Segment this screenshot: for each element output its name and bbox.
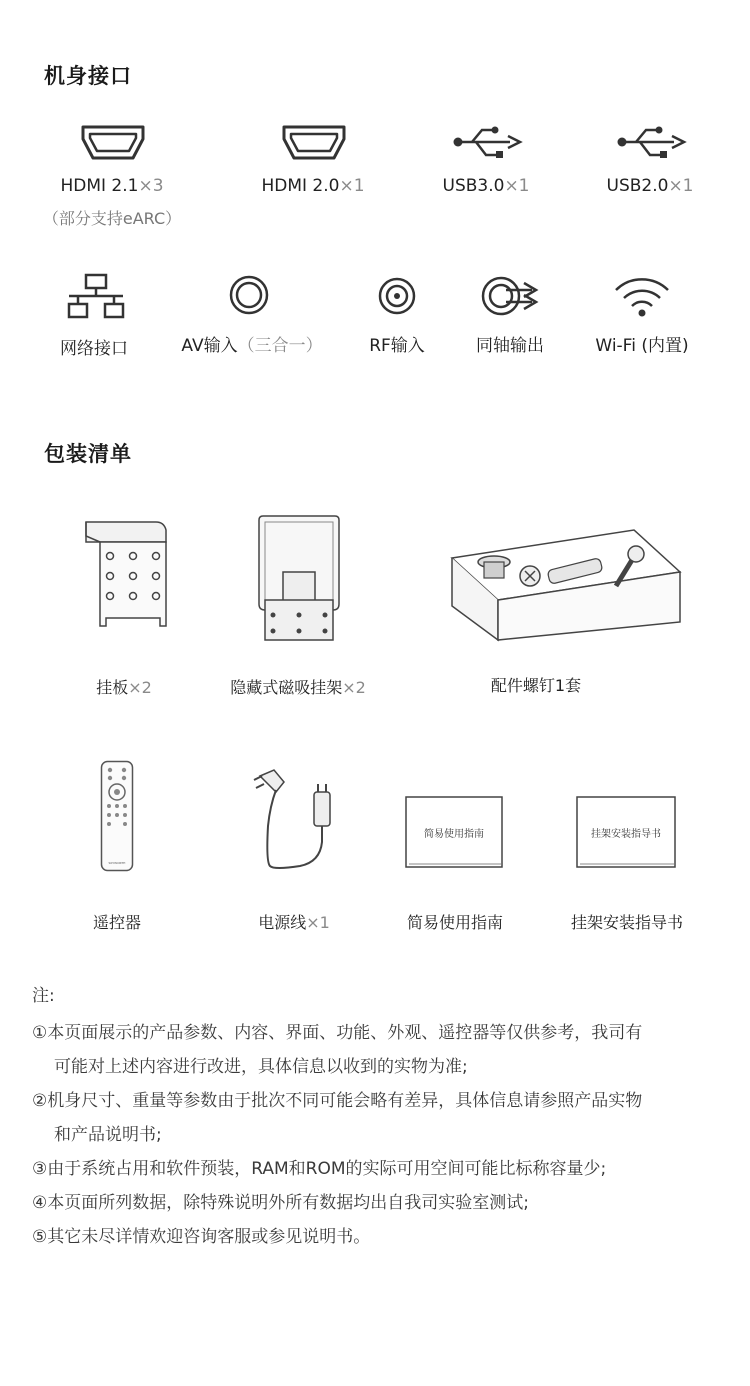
port-sublabel-earc: （部分支持eARC） [42,209,182,228]
usb-icon [616,124,686,168]
port-label-av: AV输入（三合一） [181,336,323,356]
remote-icon [100,760,134,876]
hdmi-icon [281,124,347,166]
av-input-icon [228,274,270,320]
package-label-screws: 配件螺钉1套 [490,676,582,695]
package-section-title: 包装清单 [44,442,132,466]
notes-block [32,986,738,1254]
remote-brand: SKYWORTH [108,861,126,865]
magnetic-bracket-icon [255,512,345,648]
hdmi-icon [80,124,146,166]
port-label-network: 网络接口 [60,339,128,359]
coaxial-output-icon [480,275,540,321]
note-item-1-cont: 可能对上述内容进行改进，具体信息以收到的实物为准; [54,1057,468,1077]
usb-icon [452,124,522,168]
port-label-hdmi21: HDMI 2.1×3 [60,176,164,196]
wifi-icon [613,276,671,322]
port-label-wifi: Wi-Fi (内置) [595,336,689,356]
ports-section-title: 机身接口 [44,64,132,88]
mount-guide-cover-title: 挂架安装指导书 [591,829,661,840]
package-label-power-cord: 电源线×1 [258,913,330,932]
port-label-usb20: USB2.0×1 [606,176,694,196]
note-item-1: ①本页面展示的产品参数、内容、界面、功能、外观、遥控器等仅供参考，我司有 [32,1023,643,1043]
network-icon [67,273,125,325]
port-label-usb30: USB3.0×1 [442,176,530,196]
port-label-hdmi20: HDMI 2.0×1 [261,176,365,196]
quick-guide-cover-title: 简易使用指南 [424,829,484,840]
package-label-remote: 遥控器 [92,913,142,932]
package-label-quick-guide: 简易使用指南 [406,913,504,932]
note-item-2-cont: 和产品说明书; [54,1125,162,1145]
package-label-mount-guide: 挂架安装指导书 [570,913,684,932]
note-item-4: ④本页面所列数据，除特殊说明外所有数据均出自我司实验室测试; [32,1193,529,1213]
power-cord-icon [250,766,340,876]
screw-box-icon [448,522,684,648]
package-label-magnetic-bracket: 隐藏式磁吸挂架×2 [230,678,366,697]
port-label-coaxial: 同轴输出 [476,336,544,356]
package-label-wall-plate: 挂板×2 [96,678,152,697]
note-item-5: ⑤其它未尽详情欢迎咨询客服或参见说明书。 [32,1227,371,1247]
mount-guide-book-icon [576,796,676,872]
notes-heading: 注: [32,986,55,1006]
note-item-2: ②机身尺寸、重量等参数由于批次不同可能会略有差异，具体信息请参照产品实物 [32,1091,643,1111]
port-label-rf: RF输入 [369,336,425,356]
note-item-3: ③由于系统占用和软件预装，RAM和ROM的实际可用空间可能比标称容量少; [32,1159,607,1179]
rf-input-icon [377,276,417,320]
wall-plate-icon [80,518,170,640]
quick-guide-book-icon [405,796,503,872]
